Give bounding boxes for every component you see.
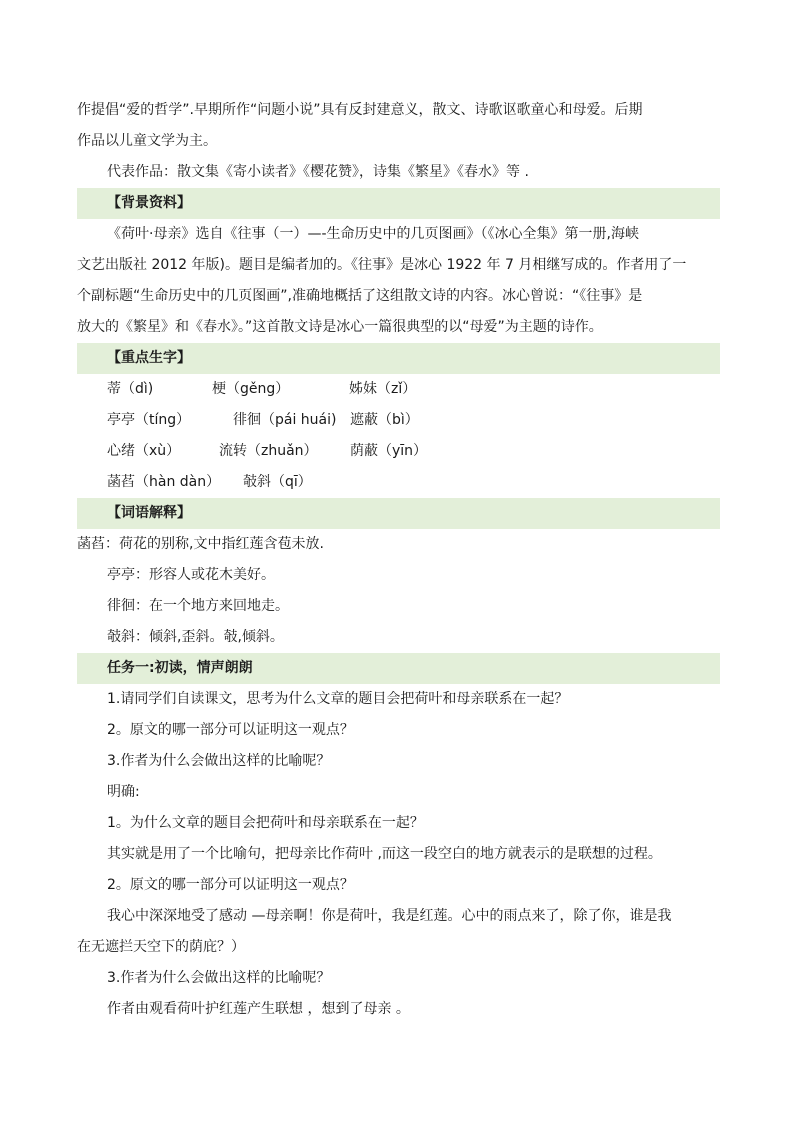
task-question: 3.作者为什么会做出这样的比喻呢？	[107, 753, 331, 769]
character-item: 亭亭（tíng）	[107, 412, 191, 428]
section-heading-glossary: 【词语解释】	[77, 498, 720, 529]
task-question: 1.请同学们自读课文，思考为什么文章的题目会把荷叶和母亲联系在一起？	[107, 691, 569, 707]
character-row	[77, 374, 720, 405]
character-item: 流转（zhuǎn）	[219, 443, 318, 459]
answer-line: 3.作者为什么会做出这样的比喻呢？	[107, 970, 331, 986]
clarify-label: 明确:	[107, 784, 140, 800]
task-heading: 任务一:初读，情声朗朗	[77, 653, 720, 684]
background-line-3: 个副标题“生命历史中的几页图画”,准确地概括了这组散文诗的内容。冰心曾说：“《往事》是	[77, 288, 643, 304]
glossary-item: 菡萏：荷花的别称,文中指红莲含苞未放.	[77, 536, 324, 552]
section-heading-background: 【背景资料】	[77, 188, 720, 219]
background-line-2: 文艺出版社 2012 年版)。题目是编者加的。《往事》是冰心 1922 年 7 月相继写成的。作者用了一	[77, 257, 687, 273]
answer-line: 2。原文的哪一部分可以证明这一观点？	[107, 877, 354, 893]
glossary-item: 徘徊：在一个地方来回地走。	[107, 598, 289, 614]
answer-line: 1。为什么文章的题目会把荷叶和母亲联系在一起？	[107, 815, 424, 831]
character-item: 心绪（xù）	[107, 443, 181, 459]
intro-line-2: 作品以儿童文学为主。	[77, 133, 217, 149]
answer-line: 其实就是用了一个比喻句，把母亲比作荷叶 ,而这一段空白的地方就表示的是联想的过程。	[107, 846, 662, 862]
task-question: 2。原文的哪一部分可以证明这一观点？	[107, 722, 354, 738]
background-line-4: 放大的《繁星》和《春水》。”这首散文诗是冰心一篇很典型的以“母爱”为主题的诗作。	[77, 319, 603, 335]
document-page	[77, 95, 720, 1025]
character-item: 蒂（dì)	[107, 381, 154, 397]
answer-line: 在无遮拦天空下的荫庇？）	[77, 939, 245, 955]
character-row	[77, 467, 720, 498]
background-line-1: 《荷叶·母亲》选自《往事（一）—-生命历史中的几页图画》（《冰心全集》第一册,海峡	[107, 226, 639, 242]
character-item: 荫蔽（yīn）	[350, 443, 428, 459]
character-item: 攲斜（qī）	[243, 474, 312, 490]
character-row	[77, 405, 720, 436]
character-item: 菡萏（hàn dàn）	[107, 474, 221, 490]
answer-line: 我心中深深地受了感动 —母亲啊！你是荷叶，我是红莲。心中的雨点来了，除了你，谁是我	[107, 908, 672, 924]
character-row	[77, 436, 720, 467]
glossary-item: 亭亭：形容人或花木美好。	[107, 567, 275, 583]
intro-line-1: 作提倡“爱的哲学”.早期所作“问题小说”具有反封建意义，散文、诗歌讴歌童心和母爱。后期	[77, 102, 643, 118]
character-item: 姊妹（zǐ）	[349, 381, 417, 397]
section-heading-characters: 【重点生字】	[77, 343, 720, 374]
character-item: 梗（gěng）	[212, 381, 290, 397]
character-item: 遮蔽（bì）	[350, 412, 419, 428]
character-item: 徘徊（pái huái)	[233, 412, 337, 428]
answer-line: 作者由观看荷叶护红莲产生联想 ，想到了母亲 。	[107, 1001, 410, 1017]
representative-works: 代表作品：散文集《寄小读者》《樱花赞》，诗集《繁星》《春水》等 .	[107, 164, 529, 180]
glossary-item: 攲斜：倾斜,歪斜。攲,倾斜。	[107, 629, 284, 645]
